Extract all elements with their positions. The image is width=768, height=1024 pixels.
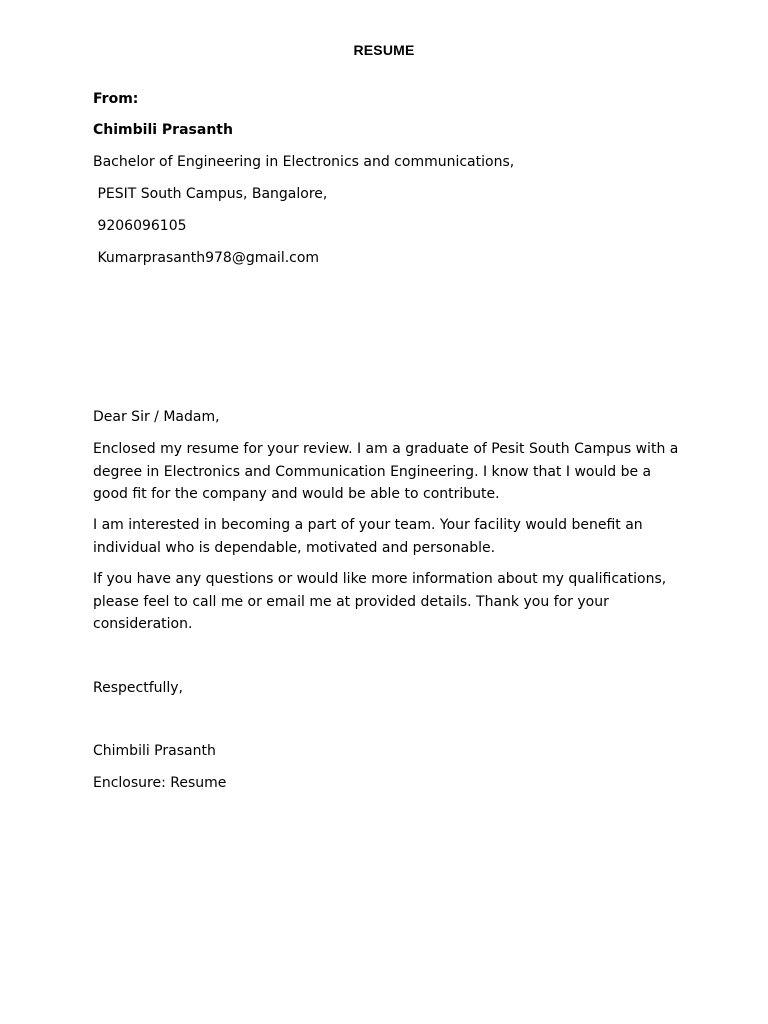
from-label: From:: [93, 91, 139, 107]
enclosure-line: Enclosure: Resume: [93, 775, 227, 791]
body-paragraph-2: I am interested in becoming a part of your team. Your facility would benefit an individual who is dependable, motivated and personable.: [93, 517, 643, 556]
body-paragraph-1: Enclosed my resume for your review. I am a graduate of Pesit South Campus with a degree in Electronics and Communication Engineering. I know that I would be a good fit for the company and would be able to contribute.: [93, 441, 679, 502]
document-title: RESUME: [353, 42, 415, 58]
sender-campus: PESIT South Campus, Bangalore,: [93, 186, 328, 202]
closing: Respectfully,: [93, 680, 184, 696]
sender-phone: 9206096105: [93, 218, 187, 234]
signature-name: Chimbili Prasanth: [93, 743, 216, 759]
sender-degree: Bachelor of Engineering in Electronics and communications,: [93, 154, 515, 170]
sender-name: Chimbili Prasanth: [93, 122, 233, 138]
body-paragraph-3: If you have any questions or would like more information about my qualifications, please feel to call me or email me at provided details. Thank you for your consideration.: [93, 571, 667, 632]
salutation: Dear Sir / Madam,: [93, 409, 220, 425]
sender-email: Kumarprasanth978@gmail.com: [93, 250, 320, 266]
